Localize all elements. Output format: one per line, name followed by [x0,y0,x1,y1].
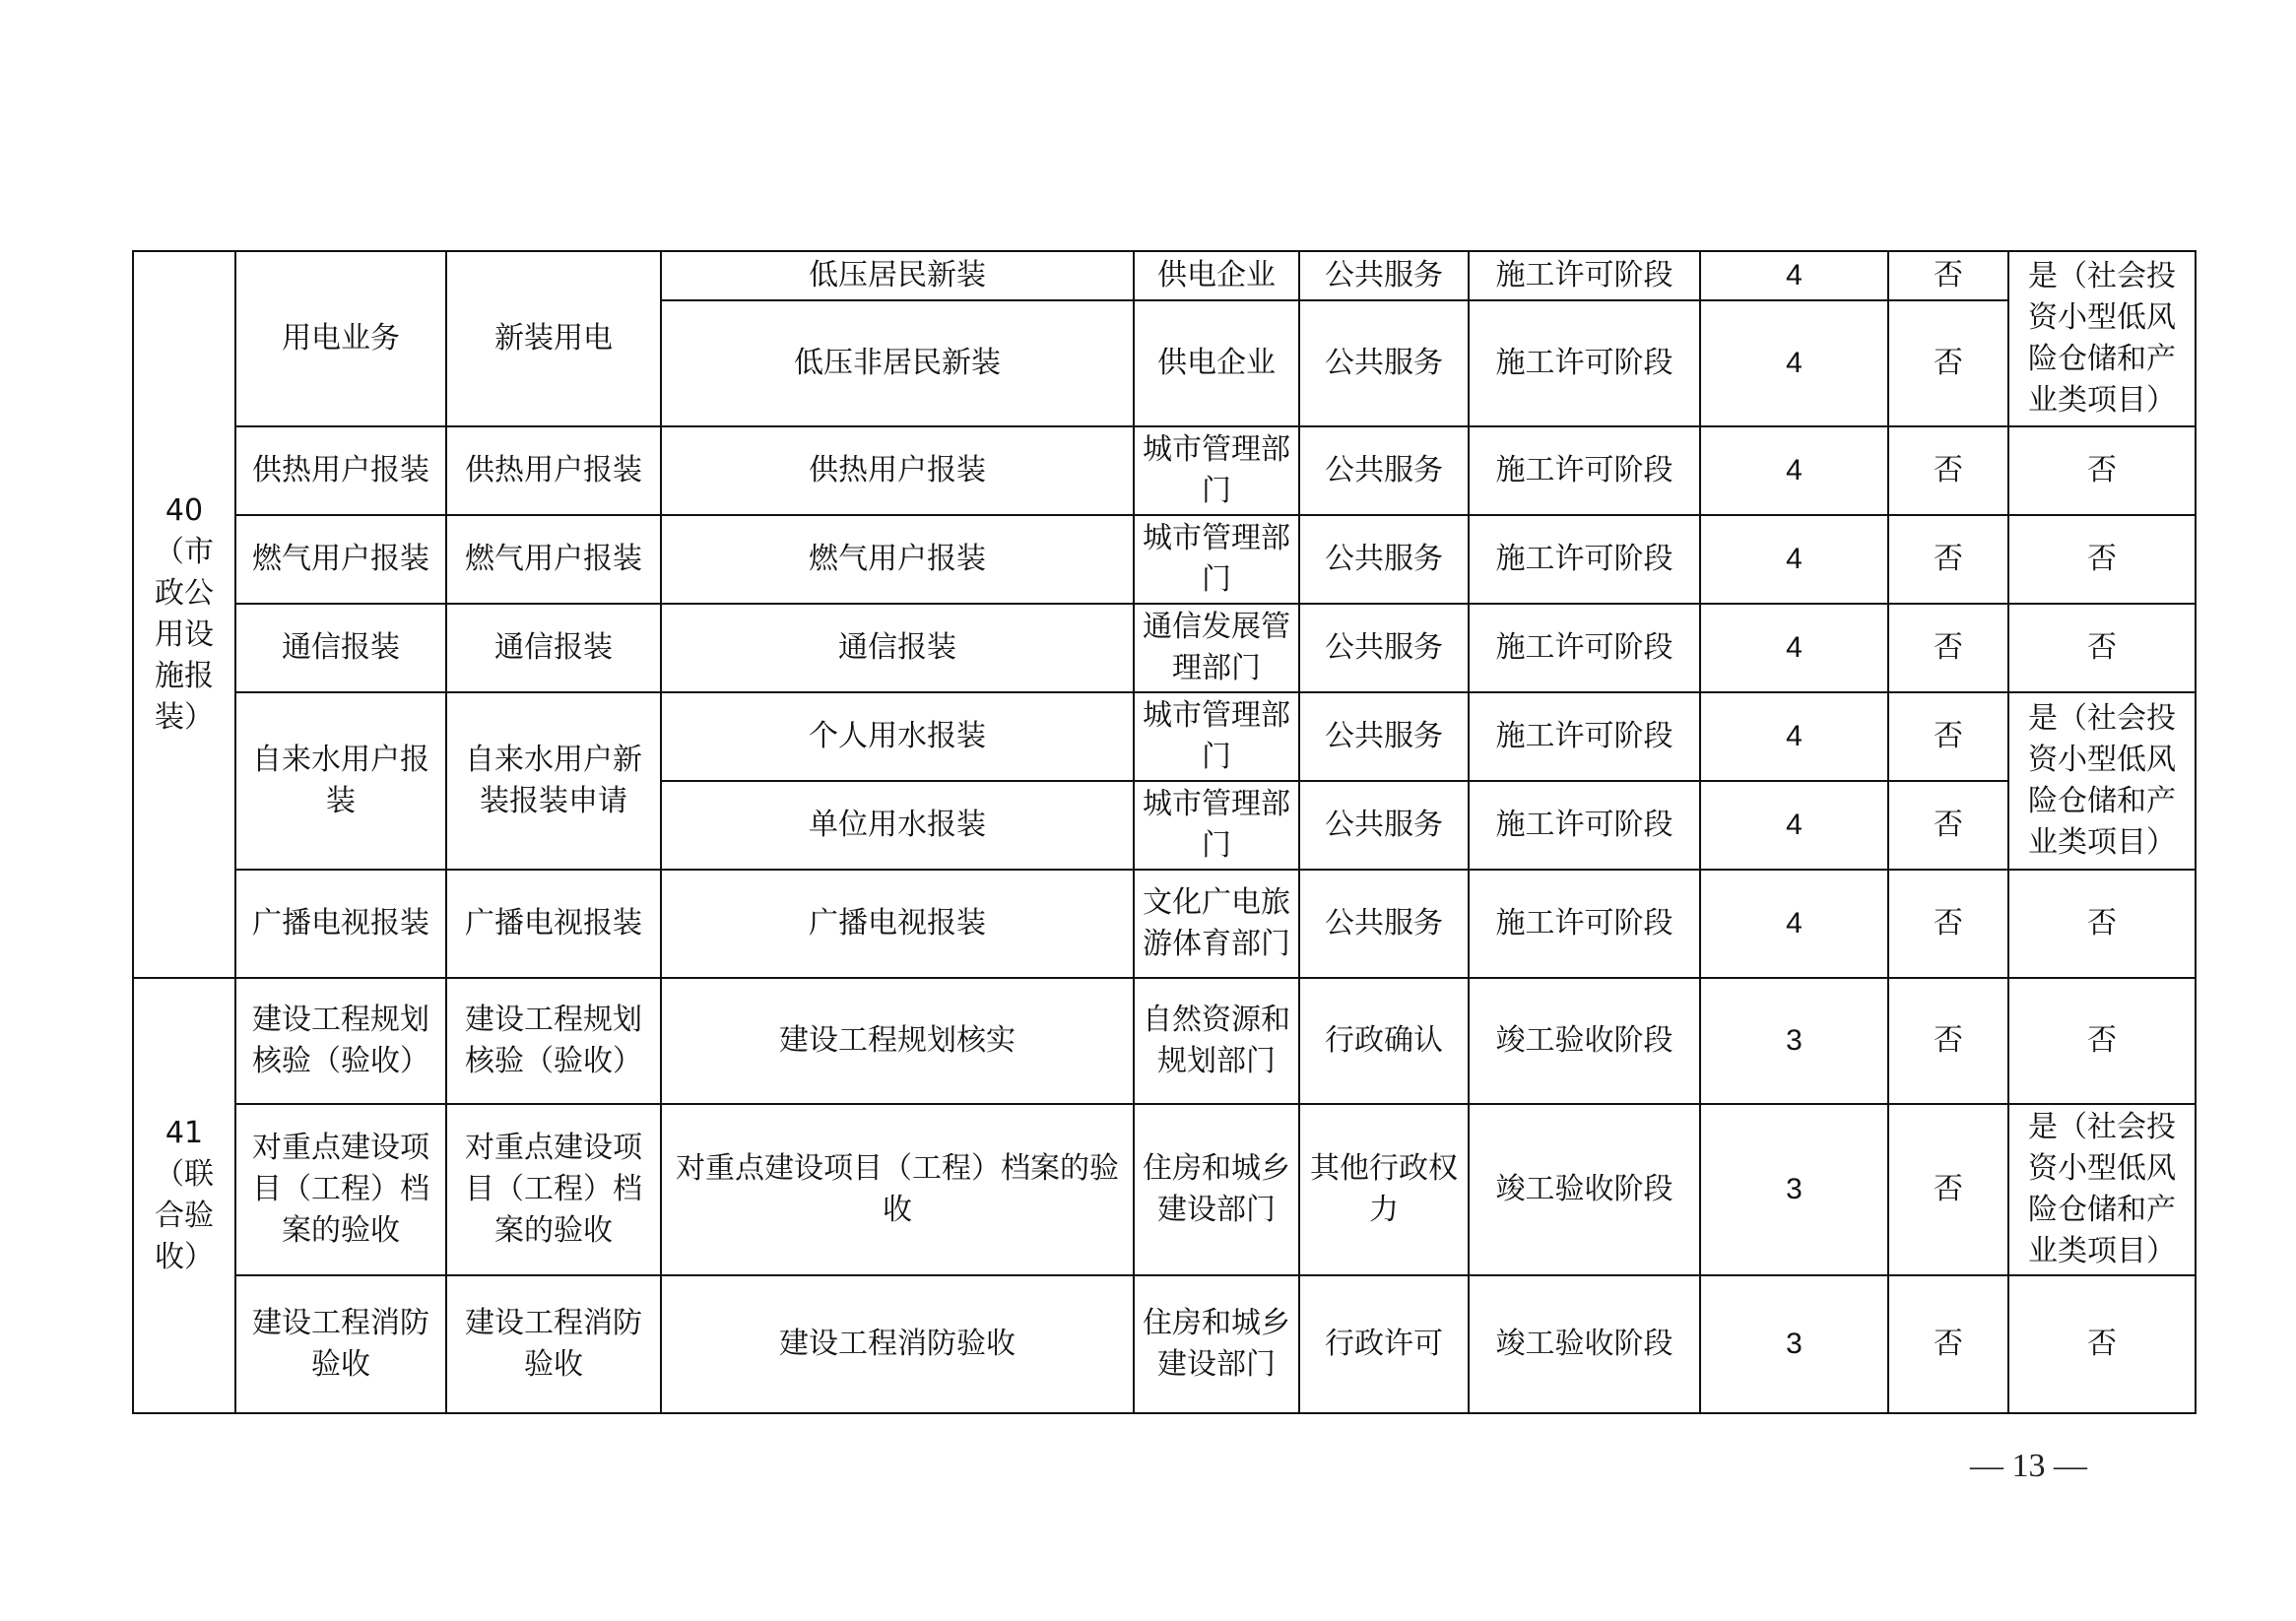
pilot-cell: 是（社会投资小型低风险仓储和产业类项目） [2008,692,2196,870]
table-row [133,870,2196,978]
table-row [133,515,2196,604]
flag-cell: 否 [1888,692,2008,781]
department-cell: 城市管理部门 [1134,515,1299,604]
stage-cell: 施工许可阶段 [1469,426,1700,515]
flag-cell: 否 [1888,426,2008,515]
category-cell: 用电业务 [235,251,446,426]
item-cell: 对重点建设项目（工程）档案的验收 [446,1104,661,1275]
item-cell: 新装用电 [446,251,661,426]
stage-cell: 施工许可阶段 [1469,781,1700,870]
item-cell: 建设工程规划核验（验收） [446,978,661,1104]
department-cell: 住房和城乡建设部门 [1134,1104,1299,1275]
item-cell: 燃气用户报装 [446,515,661,604]
group-cell: 41（联合验收） [133,978,235,1413]
power-type-cell: 公共服务 [1299,426,1469,515]
flag-cell: 否 [1888,870,2008,978]
department-cell: 供电企业 [1134,251,1299,300]
category-cell: 供热用户报装 [235,426,446,515]
power-type-cell: 公共服务 [1299,781,1469,870]
page-number: — 13 — [1970,1448,2087,1484]
days-cell: 4 [1700,781,1888,870]
power-type-cell: 公共服务 [1299,251,1469,300]
stage-cell: 施工许可阶段 [1469,515,1700,604]
table-row [133,1104,2196,1275]
sub-item-cell: 通信报装 [661,604,1134,692]
flag-cell: 否 [1888,300,2008,426]
stage-cell: 施工许可阶段 [1469,870,1700,978]
flag-cell: 否 [1888,515,2008,604]
pilot-cell: 否 [2008,1275,2196,1413]
stage-cell: 施工许可阶段 [1469,300,1700,426]
power-type-cell: 公共服务 [1299,515,1469,604]
item-cell: 广播电视报装 [446,870,661,978]
days-cell: 4 [1700,604,1888,692]
days-cell: 3 [1700,1104,1888,1275]
category-cell: 对重点建设项目（工程）档案的验收 [235,1104,446,1275]
pilot-cell: 是（社会投资小型低风险仓储和产业类项目） [2008,1104,2196,1275]
days-cell: 4 [1700,870,1888,978]
stage-cell: 施工许可阶段 [1469,251,1700,300]
stage-cell: 施工许可阶段 [1469,604,1700,692]
power-type-cell: 公共服务 [1299,870,1469,978]
table-row [133,1275,2196,1413]
group-cell: 40（市政公用设施报装） [133,251,235,978]
days-cell: 4 [1700,515,1888,604]
sub-item-cell: 个人用水报装 [661,692,1134,781]
category-cell: 建设工程规划核验（验收） [235,978,446,1104]
days-cell: 4 [1700,300,1888,426]
department-cell: 自然资源和规划部门 [1134,978,1299,1104]
category-cell: 自来水用户报装 [235,692,446,870]
sub-item-cell: 供热用户报装 [661,426,1134,515]
flag-cell: 否 [1888,251,2008,300]
power-type-cell: 行政确认 [1299,978,1469,1104]
days-cell: 3 [1700,1275,1888,1413]
pilot-cell: 否 [2008,515,2196,604]
department-cell: 通信发展管理部门 [1134,604,1299,692]
approval-items-table [132,250,2197,1414]
flag-cell: 否 [1888,978,2008,1104]
table-row [133,978,2196,1104]
sub-item-cell: 燃气用户报装 [661,515,1134,604]
stage-cell: 竣工验收阶段 [1469,1275,1700,1413]
power-type-cell: 其他行政权力 [1299,1104,1469,1275]
department-cell: 供电企业 [1134,300,1299,426]
table-row [133,251,2196,300]
table-row [133,692,2196,781]
department-cell: 城市管理部门 [1134,692,1299,781]
flag-cell: 否 [1888,1104,2008,1275]
sub-item-cell: 广播电视报装 [661,870,1134,978]
department-cell: 城市管理部门 [1134,781,1299,870]
item-cell: 自来水用户新装报装申请 [446,692,661,870]
sub-item-cell: 建设工程规划核实 [661,978,1134,1104]
table-row [133,604,2196,692]
flag-cell: 否 [1888,1275,2008,1413]
table-row [133,426,2196,515]
sub-item-cell: 单位用水报装 [661,781,1134,870]
power-type-cell: 公共服务 [1299,604,1469,692]
pilot-cell: 否 [2008,426,2196,515]
stage-cell: 竣工验收阶段 [1469,1104,1700,1275]
sub-item-cell: 低压非居民新装 [661,300,1134,426]
power-type-cell: 公共服务 [1299,692,1469,781]
department-cell: 文化广电旅游体育部门 [1134,870,1299,978]
pilot-cell: 否 [2008,604,2196,692]
days-cell: 3 [1700,978,1888,1104]
power-type-cell: 公共服务 [1299,300,1469,426]
days-cell: 4 [1700,426,1888,515]
sub-item-cell: 对重点建设项目（工程）档案的验收 [661,1104,1134,1275]
category-cell: 建设工程消防验收 [235,1275,446,1413]
power-type-cell: 行政许可 [1299,1275,1469,1413]
item-cell: 建设工程消防验收 [446,1275,661,1413]
item-cell: 供热用户报装 [446,426,661,515]
category-cell: 广播电视报装 [235,870,446,978]
days-cell: 4 [1700,692,1888,781]
item-cell: 通信报装 [446,604,661,692]
sub-item-cell: 建设工程消防验收 [661,1275,1134,1413]
pilot-cell: 否 [2008,978,2196,1104]
category-cell: 通信报装 [235,604,446,692]
department-cell: 城市管理部门 [1134,426,1299,515]
stage-cell: 竣工验收阶段 [1469,978,1700,1104]
department-cell: 住房和城乡建设部门 [1134,1275,1299,1413]
pilot-cell: 否 [2008,870,2196,978]
pilot-cell: 是（社会投资小型低风险仓储和产业类项目） [2008,251,2196,426]
days-cell: 4 [1700,251,1888,300]
category-cell: 燃气用户报装 [235,515,446,604]
sub-item-cell: 低压居民新装 [661,251,1134,300]
flag-cell: 否 [1888,604,2008,692]
flag-cell: 否 [1888,781,2008,870]
stage-cell: 施工许可阶段 [1469,692,1700,781]
